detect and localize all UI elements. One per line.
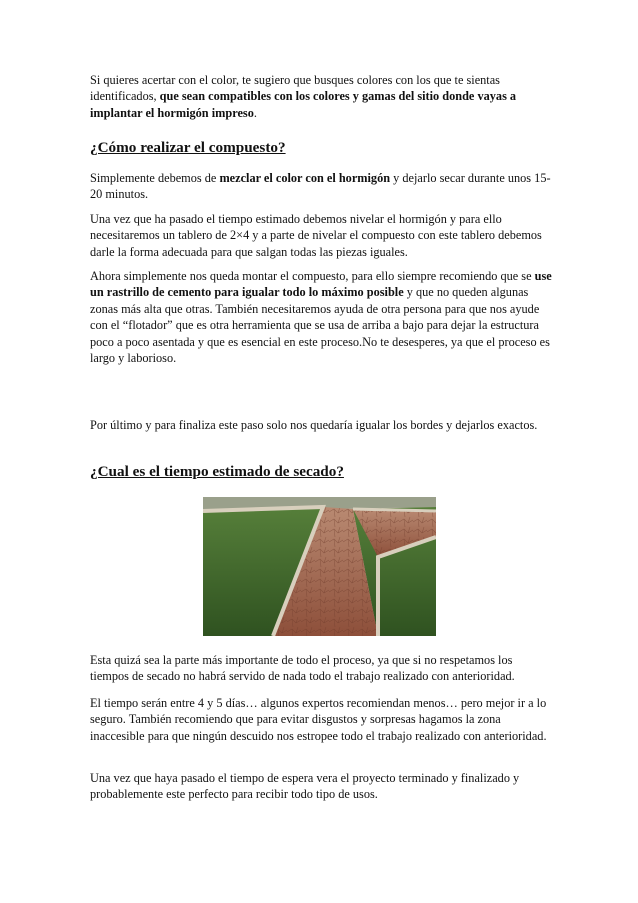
heading-como-realizar: ¿Cómo realizar el compuesto? <box>90 139 286 156</box>
paragraph-finish-edges: Por último y para finaliza este paso solo nos quedaría igualar los bordes y dejarlos exactos. <box>90 418 538 432</box>
paragraph-text: . <box>253 105 257 120</box>
paragraph-bold-text: mezclar el color con el hormigón <box>219 171 391 185</box>
paragraph-bold-text: use un rastrillo de cemento para igualar todo lo máximo posible <box>90 269 552 300</box>
paragraph-text: Ahora simplemente nos queda montar el compuesto, para ello siempre recomiendo que se <box>90 269 535 283</box>
paragraph-color-advice <box>90 72 552 121</box>
paragraph-final-result: Una vez que haya pasado el tiempo de espera vera el proyecto terminado y finalizado y probablemente este perfecto para recibir todo tipo de usos. <box>90 771 520 802</box>
paragraph-level-concrete: Una vez que ha pasado el tiempo estimado debemos nivelar el hormigón y para ello necesitaremos un tablero de 2×4 y a parte de nivelar el compuesto con este tablero debemos darle la forma adecuada para que salgan todas las piezas iguales. <box>90 212 542 259</box>
stamped-concrete-path-photo <box>203 497 436 636</box>
heading-tiempo-secado: ¿Cual es el tiempo estimado de secado? <box>90 463 344 480</box>
paragraph-bold-text: que sean compatibles con los colores y gamas del sitio donde vayas a implantar el hormigón impreso <box>90 89 517 120</box>
paragraph-text: y dejarlo secar durante unos 15-20 minutos. <box>90 171 551 202</box>
paragraph-mix-color <box>90 170 552 203</box>
paragraph-drying-importance: Esta quizá sea la parte más importante de todo el proceso, ya que si no respetamos los tiempos de secado no habrá servido de nada todo el trabajo realizado con anterioridad. <box>90 653 515 684</box>
paragraph-drying-time: El tiempo serán entre 4 y 5 días… algunos expertos recomiendan menos… pero mejor ir a lo seguro. También recomiendo que para evitar disgustos y sorpresas hagamos la zona inaccesible para que ningún descuido nos estropee todo el trabajo realizado con anterioridad. <box>90 696 547 743</box>
paragraph-text: Si quieres acertar con el color, te sugiero que busques colores con los que te sientas identificados, <box>90 73 500 104</box>
paragraph-text: Simplemente debemos de <box>90 171 220 185</box>
paragraph-assemble-compound <box>90 268 552 366</box>
paragraph-text: y que no queden algunas zonas más alta que otras. También necesitaremos ayuda de otra persona para que nos ayude con el “flotador” que es otra herramienta que se usa de arriba a bajo para dejar la estructura poco a poco asentada y que es esencial en este proceso.No te desesperes, ya que el proceso es largo y laborioso. <box>90 285 550 366</box>
path-illustration <box>203 497 436 636</box>
